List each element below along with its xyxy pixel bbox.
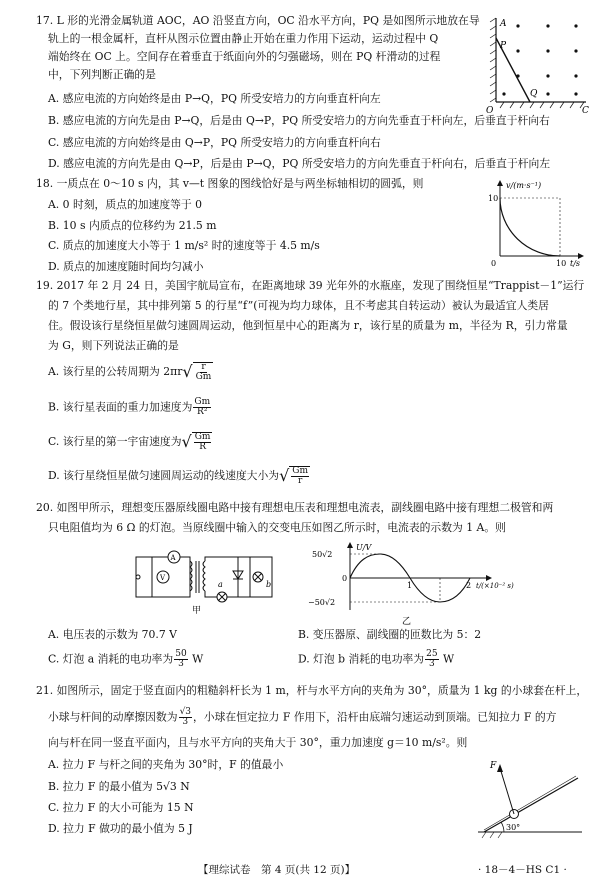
q21-option-c: C. 拉力 F 的大小可能为 15 N <box>48 801 194 814</box>
q20-stem-2: 只电阻值均为 6 Ω 的灯泡。当原线圈中输入的交变电压如图乙所示时，电流表的示数为 1 A。则 <box>48 521 506 534</box>
q20-ytick-bottom: −50√2 <box>308 598 336 607</box>
q17-stem-4: 中，下列判断正确的是 <box>48 68 156 81</box>
q20-option-b: B. 变压器原、副线圈的匝数比为 5：2 <box>298 628 482 641</box>
q19-option-b: B. 该行星表面的重力加速度为 $\frac{Gm}{\text{R²}}$ <box>48 397 211 417</box>
q20-option-d: D. 灯泡 b 消耗的电功率为 $\frac{25}{3}$ W <box>298 649 455 669</box>
q21-stem-2: 小球与杆间的动摩擦因数为 $\frac{√3}{3}$ ，小球在恒定拉力 F 作用下，沿杆由底端匀速运动到顶端。已知拉力 F 的方 <box>48 707 557 727</box>
q20-lamp-b-label: b <box>266 580 272 589</box>
q20-voltage-graph <box>306 540 514 627</box>
q20-ytick-top: 50√2 <box>312 550 333 559</box>
q18-option-a: A. 0 时刻，质点的加速度等于 0 <box>48 198 203 211</box>
q21-stem-3: 向与杆在同一竖直平面内，且与水平方向的夹角大于 30°，重力加速度 g＝10 m/s²。则 <box>48 736 468 749</box>
q20-xlabel: t/(×10⁻² s) <box>476 582 514 590</box>
q17-stem-1: 17. L 形的光滑金属轨道 AOC，AO 沿竖直方向，OC 沿水平方向，PQ 是如图所示地放在导 <box>36 14 480 27</box>
q21-incline-figure <box>470 756 588 840</box>
q20-option-a: A. 电压表的示数为 70.7 V <box>48 628 177 641</box>
q19-stem-3: 住。假设该行星绕恒星做匀速圆周运动，他到恒星中心的距离为 r，该行星的质量为 m，半径为 R，引力常量 <box>48 319 568 332</box>
q21-option-b: B. 拉力 F 的最小值为 5√3 N <box>48 780 190 793</box>
q17-option-d: D. 感应电流的方向先是由 Q→P，后是由 P→Q，PQ 所受安培力的方向先垂直于杆向右，后垂直于杆向左 <box>48 157 551 170</box>
q21-angle-label: 30° <box>506 823 521 832</box>
q17-option-a: A. 感应电流的方向始终是由 P→Q，PQ 所受安培力的方向垂直杆向左 <box>48 92 381 105</box>
q19-stem-2: 的 7 个类地行星，其中排列第 5 的行星“f”(可视为均力球体，且不考虑其自转运动）被认为最适宜人类居 <box>48 299 549 312</box>
q20-option-c: C. 灯泡 a 消耗的电功率为 $\frac{50}{3}$ W <box>48 649 204 669</box>
q18-xlabel: t/s <box>570 259 581 268</box>
q20-origin: 0 <box>342 574 348 583</box>
q18-stem: 18. 一质点在 0～10 s 内，其 v—t 图象的图线恰好是与两坐标轴相切的圆弧，则 <box>36 177 424 190</box>
q19-stem-1: 19. 2017 年 2 月 24 日，美国宇航局宣布，在距离地球 39 光年外的水瓶座，发现了围绕恒星“Trappist－1”运行 <box>36 279 585 292</box>
q20-ylabel: U/V <box>356 543 372 552</box>
q19-option-c: C. 该行星的第一宇宙速度为 √ $\frac{Gm}{R}$ <box>48 432 211 452</box>
q19-option-a: A. 该行星的公转周期为 2πr √ $\frac{r}{Gm}$ <box>48 362 212 382</box>
q19-stem-4: 为 G，则下列说法正确的是 <box>48 339 179 352</box>
q21-option-a: A. 拉力 F 与杆之间的夹角为 30°时，F 的值最小 <box>48 758 284 771</box>
q21-stem-1: 21. 如图所示，固定于竖直面内的粗糙斜杆长为 1 m，杆与水平方向的夹角为 30°，质量为 1 kg 的小球套在杆上， <box>36 684 588 697</box>
q20-xtick-2: 2 <box>466 581 472 590</box>
q17-label-p: P <box>500 41 507 51</box>
q17-stem-3: 端始终在 OC 上。空间存在着垂直于纸面向外的匀强磁场，则在 PQ 杆滑动的过程 <box>48 50 441 63</box>
q17-label-o: O <box>486 106 494 116</box>
q18-xtick-10: 10 <box>556 259 567 268</box>
q20-lamp-a-label: a <box>218 580 223 589</box>
q21-option-d: D. 拉力 F 做功的最小值为 5 J <box>48 822 193 835</box>
q18-ylabel: v/(m·s⁻¹) <box>506 181 542 190</box>
q18-option-b: B. 10 s 内质点的位移约为 21.5 m <box>48 219 217 232</box>
q17-option-b: B. 感应电流的方向先是由 P→Q，后是由 Q→P，PQ 所受安培力的方向先垂直于杆向左，后垂直于杆向右 <box>48 114 550 127</box>
q21-force-label: F <box>490 761 497 771</box>
q17-rail-figure <box>478 16 590 114</box>
q20-voltmeter-label: V <box>160 574 166 582</box>
q17-label-c: C <box>582 106 589 116</box>
q18-option-d: D. 质点的加速度随时间均匀减小 <box>48 260 204 273</box>
q18-origin: 0 <box>491 259 497 268</box>
q20-circuit-figure <box>130 543 280 615</box>
q17-label-q: Q <box>530 89 538 99</box>
q19-option-d: D. 该行星绕恒星做匀速圆周运动的线速度大小为 √ $\frac{Gm}{r}$ <box>48 466 309 486</box>
q18-ytick-10: 10 <box>488 194 499 203</box>
q20-stem-1: 20. 如图甲所示，理想变压器原线圈电路中接有理想电压表和理想电流表，副线圈电路中接有理想二极管和两 <box>36 501 554 514</box>
q17-option-c: C. 感应电流的方向始终是由 Q→P，PQ 所受安培力的方向垂直杆向右 <box>48 136 381 149</box>
q20-ammeter-label: A <box>170 554 176 562</box>
q20-fig-jia: 甲 <box>192 606 202 616</box>
footer-code: · 18－4－HS C1 · <box>478 864 567 876</box>
q17-stem-2: 轨上的一根金属杆，直杆从图示位置由静止开始在重力作用下运动，运动过程中 Q <box>48 32 439 45</box>
q18-vt-graph <box>478 176 588 266</box>
q20-xtick-1: 1 <box>407 581 413 590</box>
q18-option-c: C. 质点的加速度大小等于 1 m/s² 时的速度等于 4.5 m/s <box>48 239 320 252</box>
footer-page-label: 【理综试卷 第 4 页(共 12 页)】 <box>198 864 356 876</box>
q20-fig-yi: 乙 <box>402 617 412 627</box>
q17-label-a: A <box>500 19 507 29</box>
